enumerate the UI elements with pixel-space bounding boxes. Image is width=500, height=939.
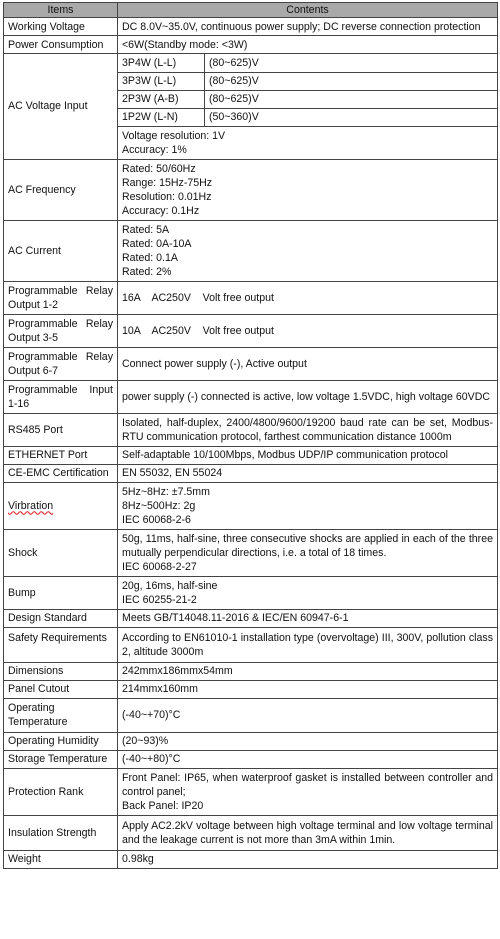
content-cell xyxy=(118,529,498,576)
text-line: Rated: 0A-10A xyxy=(122,237,192,250)
item-cell: Insulation Strength xyxy=(4,815,118,850)
content-cell: 214mmx160mm xyxy=(118,680,498,698)
wiring-type: 1P2W (L-N) xyxy=(118,108,205,126)
wiring-type: 2P3W (A-B) xyxy=(118,90,205,108)
text-line: 50g, 11ms, half-sine, three consecutive shocks are applied in each of the three mutually perpendicular directions, i.e. a total of 18 times. xyxy=(122,532,493,559)
item-cell: Storage Temperature xyxy=(4,750,118,768)
item-cell: AC Voltage Input xyxy=(4,54,118,160)
content-cell xyxy=(118,220,498,281)
content-cell: 10A AC250V Volt free output xyxy=(118,314,498,347)
header-row xyxy=(4,3,498,18)
content-cell: Connect power supply (-), Active output xyxy=(118,347,498,380)
item-cell: CE-EMC Certification xyxy=(4,464,118,482)
voltage-range: (80~625)V xyxy=(205,90,498,108)
item-cell: AC Frequency xyxy=(4,159,118,220)
table-row xyxy=(4,732,498,750)
text-line: Range: 15Hz-75Hz xyxy=(122,176,213,189)
item-cell: Power Consumption xyxy=(4,36,118,54)
content-cell xyxy=(118,482,498,529)
text-line: Front Panel: IP65, when waterproof gasket is installed between controller and control panel; xyxy=(122,771,493,798)
text-line: IEC 60068-2-27 xyxy=(122,560,197,573)
table-row xyxy=(4,314,498,347)
item-cell: Safety Requirements xyxy=(4,627,118,662)
content-cell xyxy=(118,159,498,220)
item-cell: Dimensions xyxy=(4,662,118,680)
header-contents: Contents xyxy=(118,3,498,18)
text-line: 5Hz~8Hz: ±7.5mm xyxy=(122,485,210,498)
table-row xyxy=(4,698,498,732)
text-line: Resolution: 0.01Hz xyxy=(122,190,212,203)
content-cell xyxy=(118,768,498,815)
spec-sheet xyxy=(3,2,497,869)
item-cell xyxy=(4,482,118,529)
table-row xyxy=(4,446,498,464)
content-cell: (20~93)% xyxy=(118,732,498,750)
text-line: 20g, 16ms, half-sine xyxy=(122,579,218,592)
item-cell: Programmable Relay Output 6-7 xyxy=(4,347,118,380)
text-line: 8Hz~500Hz: 2g xyxy=(122,499,196,512)
text-line: Rated: 5A xyxy=(122,223,170,236)
table-row xyxy=(4,750,498,768)
table-row xyxy=(4,850,498,868)
item-cell: Protection Rank xyxy=(4,768,118,815)
item-cell: Weight xyxy=(4,850,118,868)
voltage-range: (80~625)V xyxy=(205,54,498,72)
text-line: Rated: 50/60Hz xyxy=(122,162,196,175)
wiring-type: 3P3W (L-L) xyxy=(118,72,205,90)
content-cell: Isolated, half-duplex, 2400/4800/9600/19200 baud rate can be set, Modbus-RTU communication protocol, farthest communication distance 1000m xyxy=(118,413,498,446)
content-cell xyxy=(118,54,498,160)
content-cell: EN 55032, EN 55024 xyxy=(118,464,498,482)
item-cell: Shock xyxy=(4,529,118,576)
voltage-range: (80~625)V xyxy=(205,72,498,90)
text-line: IEC 60255-21-2 xyxy=(122,593,197,606)
table-row xyxy=(4,482,498,529)
content-cell: 16A AC250V Volt free output xyxy=(118,281,498,314)
content-cell: Meets GB/T14048.11-2016 & IEC/EN 60947-6-1 xyxy=(118,609,498,627)
content-cell: DC 8.0V~35.0V, continuous power supply; DC reverse connection protection xyxy=(118,18,498,36)
content-cell: 0.98kg xyxy=(118,850,498,868)
item-cell: Design Standard xyxy=(4,609,118,627)
text-line: Rated: 2% xyxy=(122,265,172,278)
content-cell: power supply (-) connected is active, low voltage 1.5VDC, high voltage 60VDC xyxy=(118,380,498,413)
content-cell: 242mmx186mmx54mm xyxy=(118,662,498,680)
voltage-subtable xyxy=(118,54,497,159)
header-items: Items xyxy=(4,3,118,18)
spec-table xyxy=(3,2,498,869)
item-cell: Operating Temperature xyxy=(4,698,118,732)
table-row xyxy=(4,768,498,815)
text-line: Rated: 0.1A xyxy=(122,251,178,264)
voltage-accuracy: Accuracy: 1% xyxy=(122,143,187,156)
table-row xyxy=(4,464,498,482)
table-row xyxy=(4,347,498,380)
table-row xyxy=(4,18,498,36)
table-row xyxy=(4,413,498,446)
table-row xyxy=(4,54,498,160)
item-cell: Working Voltage xyxy=(4,18,118,36)
table-row xyxy=(4,220,498,281)
table-row xyxy=(4,680,498,698)
table-row xyxy=(4,576,498,609)
content-cell: (-40~+80)°C xyxy=(118,750,498,768)
text-line: IEC 60068-2-6 xyxy=(122,513,191,526)
table-row xyxy=(4,815,498,850)
content-cell: According to EN61010-1 installation type (overvoltage) III, 300V, pollution class 2, altitude 3000m xyxy=(118,627,498,662)
text-line: Back Panel: IP20 xyxy=(122,799,204,812)
content-cell xyxy=(118,576,498,609)
table-row xyxy=(4,609,498,627)
item-cell: ETHERNET Port xyxy=(4,446,118,464)
table-row xyxy=(4,36,498,54)
table-row xyxy=(4,529,498,576)
table-row xyxy=(4,281,498,314)
item-cell: RS485 Port xyxy=(4,413,118,446)
content-cell: <6W(Standby mode: <3W) xyxy=(118,36,498,54)
wiring-type: 3P4W (L-L) xyxy=(118,54,205,72)
item-cell: Programmable Input 1-16 xyxy=(4,380,118,413)
item-cell: AC Current xyxy=(4,220,118,281)
voltage-range: (50~360)V xyxy=(205,108,498,126)
item-label: Virbration xyxy=(8,499,54,512)
item-cell: Operating Humidity xyxy=(4,732,118,750)
table-row xyxy=(4,662,498,680)
item-cell: Programmable Relay Output 3-5 xyxy=(4,314,118,347)
table-row xyxy=(4,627,498,662)
item-cell: Panel Cutout xyxy=(4,680,118,698)
text-line: Accuracy: 0.1Hz xyxy=(122,204,200,217)
item-cell: Bump xyxy=(4,576,118,609)
content-cell: Self-adaptable 10/100Mbps, Modbus UDP/IP communication protocol xyxy=(118,446,498,464)
content-cell: (-40~+70)°C xyxy=(118,698,498,732)
table-row xyxy=(4,380,498,413)
content-cell: Apply AC2.2kV voltage between high voltage terminal and low voltage terminal and the leakage current is not more than 3mA within 1min. xyxy=(118,815,498,850)
voltage-resolution: Voltage resolution: 1V xyxy=(122,129,226,142)
item-cell: Programmable Relay Output 1-2 xyxy=(4,281,118,314)
table-row xyxy=(4,159,498,220)
